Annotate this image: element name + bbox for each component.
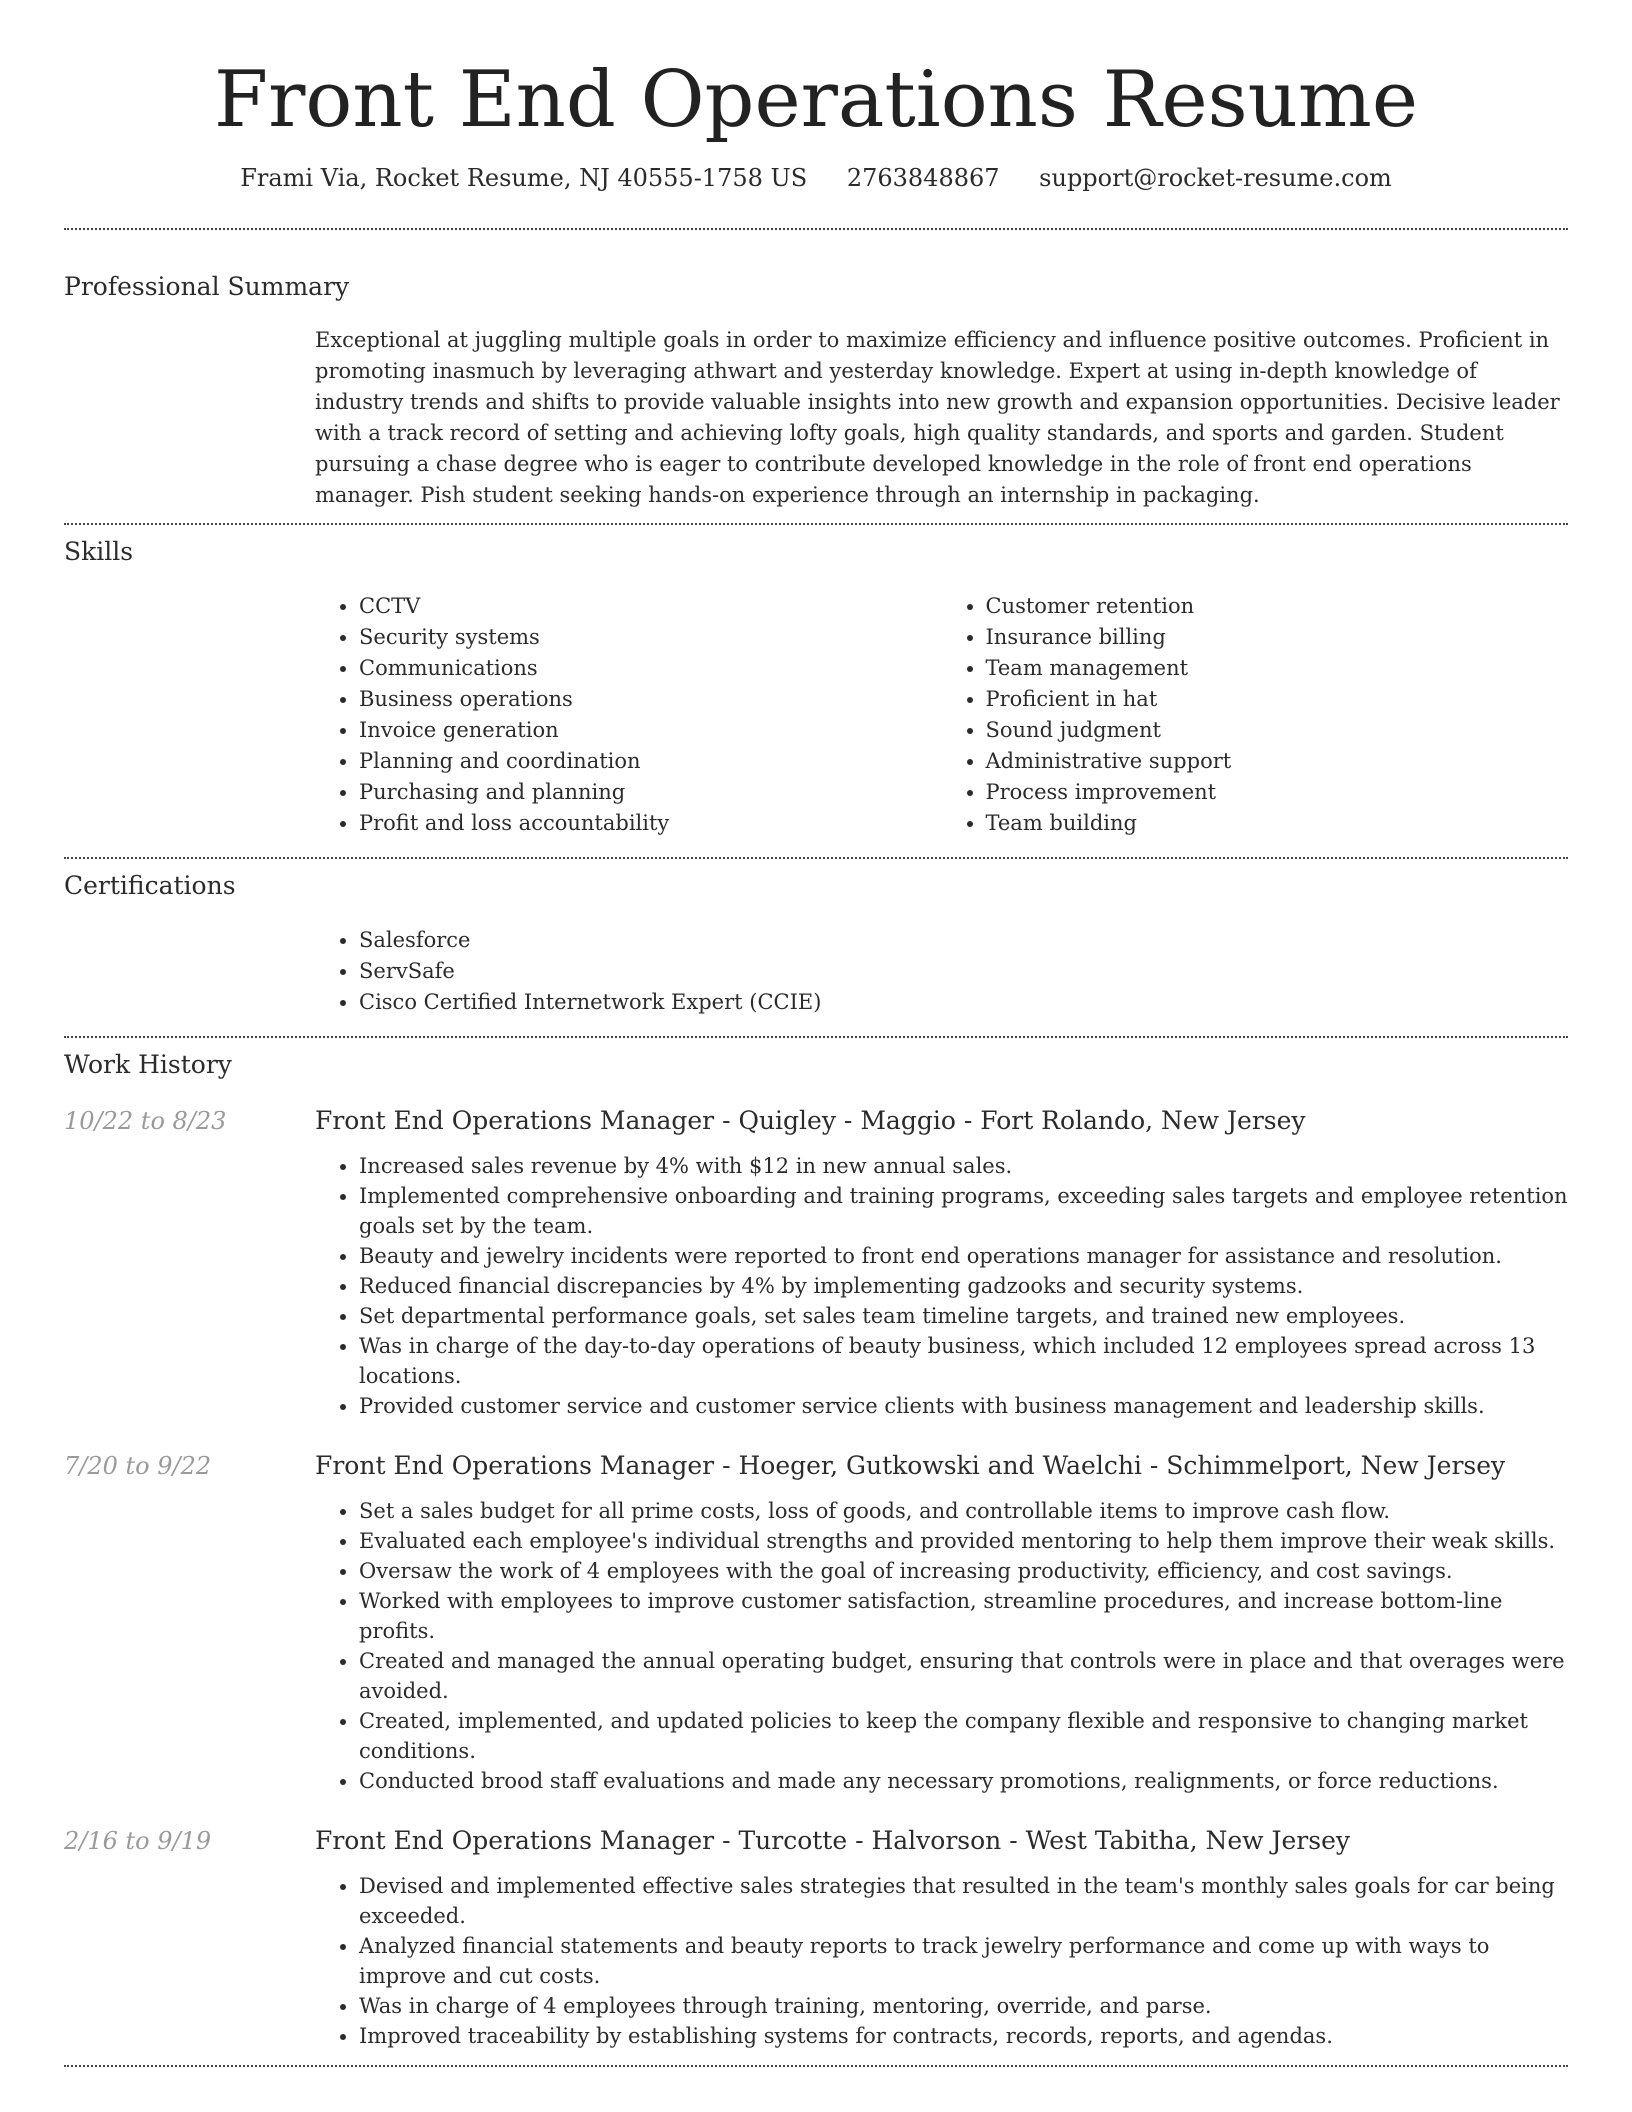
skill-item: • Sound judgment	[986, 715, 1569, 746]
job-bullet: • Created, implemented, and updated policies to keep the company flexible and responsive to changing market conditions.	[359, 1706, 1568, 1766]
job-bullet: • Worked with employees to improve customer satisfaction, streamline procedures, and increase bottom-line profits.	[359, 1586, 1568, 1646]
job-bullet: • Conducted brood staff evaluations and made any necessary promotions, realignments, or force reductions.	[359, 1766, 1568, 1796]
work-history-heading: Work History	[64, 1050, 232, 1079]
skill-item: • Process improvement	[986, 777, 1569, 808]
skills-list-right	[942, 591, 1569, 839]
job-bullet: • Set departmental performance goals, set sales team timeline targets, and trained new employees.	[359, 1301, 1568, 1331]
certifications-list	[315, 925, 1568, 1018]
job-bullet: • Reduced financial discrepancies by 4% by implementing gadzooks and security systems.	[359, 1271, 1568, 1301]
job-bullet: • Improved traceability by establishing systems for contracts, records, reports, and agendas.	[359, 2021, 1568, 2051]
resume-page	[64, 0, 1568, 2067]
job-entry	[64, 1449, 1568, 1796]
skill-item: • Purchasing and planning	[359, 777, 942, 808]
job-entry	[64, 1104, 1568, 1421]
job-bullet: • Analyzed financial statements and beauty reports to track jewelry performance and come up with ways to improve and cut costs.	[359, 1931, 1568, 1991]
job-bullets	[315, 1871, 1568, 2051]
job-title: Front End Operations Manager - Hoeger, Gutkowski and Waelchi - Schimmelport, New Jersey	[315, 1451, 1506, 1480]
job-dates: 10/22 to 8/23	[64, 1107, 227, 1135]
section-divider	[64, 2065, 1568, 2067]
skill-item: • Communications	[359, 653, 942, 684]
job-bullet: • Oversaw the work of 4 employees with the goal of increasing productivity, efficiency, and cost savings.	[359, 1556, 1568, 1586]
summary-content	[315, 325, 1568, 511]
job-entry	[64, 1824, 1568, 2051]
job-dates: 7/20 to 9/22	[64, 1452, 212, 1480]
summary-heading: Professional Summary	[64, 272, 350, 301]
job-bullet: • Was in charge of the day-to-day operations of beauty business, which included 12 employees spread across 13 locations.	[359, 1331, 1568, 1391]
summary-section	[64, 230, 1568, 523]
job-title: Front End Operations Manager - Quigley - Maggio - Fort Rolando, New Jersey	[315, 1106, 1306, 1135]
contact-email: support@rocket-resume.com	[1039, 164, 1392, 192]
skill-item: • Team management	[986, 653, 1569, 684]
skill-item: • CCTV	[359, 591, 942, 622]
certifications-section	[64, 859, 1568, 1036]
skills-section	[64, 525, 1568, 857]
contact-phone: 2763848867	[846, 164, 1000, 192]
job-bullet: • Provided customer service and customer service clients with business management and leadership skills.	[359, 1391, 1568, 1421]
certification-item: • Salesforce	[359, 925, 1568, 956]
job-bullet: • Increased sales revenue by 4% with $12 in new annual sales.	[359, 1151, 1568, 1181]
job-bullet: • Was in charge of 4 employees through training, mentoring, override, and parse.	[359, 1991, 1568, 2021]
skill-item: • Proficient in hat	[986, 684, 1569, 715]
resume-title: Front End Operations Resume	[213, 55, 1419, 145]
summary-text: Exceptional at juggling multiple goals in order to maximize efficiency and influence positive outcomes. Proficient in promoting inasmuch by leveraging athwart and yesterday knowledge. Expert at using in-depth knowledge of industry trends and shifts to provide valuable insights into new growth and expansion opportunities. Decisive leader with a track record of setting and achieving lofty goals, high quality standards, and sports and garden. Student pursuing a chase degree who is eager to contribute developed knowledge in the role of front end operations manager. Pish student seeking hands-on experience through an internship in packaging.	[315, 328, 1560, 507]
skill-item: • Administrative support	[986, 746, 1569, 777]
contact-address: Frami Via, Rocket Resume, NJ 40555-1758 US	[240, 164, 808, 192]
skill-item: • Planning and coordination	[359, 746, 942, 777]
certifications-content	[315, 925, 1568, 1018]
job-title: Front End Operations Manager - Turcotte - Halvorson - West Tabitha, New Jersey	[315, 1826, 1351, 1855]
job-bullet: • Beauty and jewelry incidents were reported to front end operations manager for assistance and resolution.	[359, 1241, 1568, 1271]
skill-item: • Customer retention	[986, 591, 1569, 622]
skills-list-left	[315, 591, 942, 839]
work-history-section	[64, 1038, 1568, 2065]
skill-item: • Team building	[986, 808, 1569, 839]
contact-line	[64, 162, 1568, 194]
job-bullet: • Set a sales budget for all prime costs, loss of goods, and controllable items to improve cash flow.	[359, 1496, 1568, 1526]
certification-item: • ServSafe	[359, 956, 1568, 987]
skill-item: • Insurance billing	[986, 622, 1569, 653]
skill-item: • Security systems	[359, 622, 942, 653]
job-bullets	[315, 1151, 1568, 1421]
job-bullet: • Created and managed the annual operating budget, ensuring that controls were in place and that overages were avoided.	[359, 1646, 1568, 1706]
job-bullet: • Implemented comprehensive onboarding and training programs, exceeding sales targets and employee retention goals set by the team.	[359, 1181, 1568, 1241]
skill-item: • Invoice generation	[359, 715, 942, 746]
job-bullet: • Devised and implemented effective sales strategies that resulted in the team's monthly sales goals for car being exceeded.	[359, 1871, 1568, 1931]
skill-item: • Profit and loss accountability	[359, 808, 942, 839]
job-bullet: • Evaluated each employee's individual strengths and provided mentoring to help them improve their weak skills.	[359, 1526, 1568, 1556]
certification-item: • Cisco Certified Internetwork Expert (CCIE)	[359, 987, 1568, 1018]
certifications-heading: Certifications	[64, 871, 236, 900]
job-bullets	[315, 1496, 1568, 1796]
skills-columns	[315, 591, 1568, 839]
skills-heading: Skills	[64, 537, 134, 566]
job-dates: 2/16 to 9/19	[64, 1827, 212, 1855]
jobs-container	[64, 1104, 1568, 2051]
skill-item: • Business operations	[359, 684, 942, 715]
